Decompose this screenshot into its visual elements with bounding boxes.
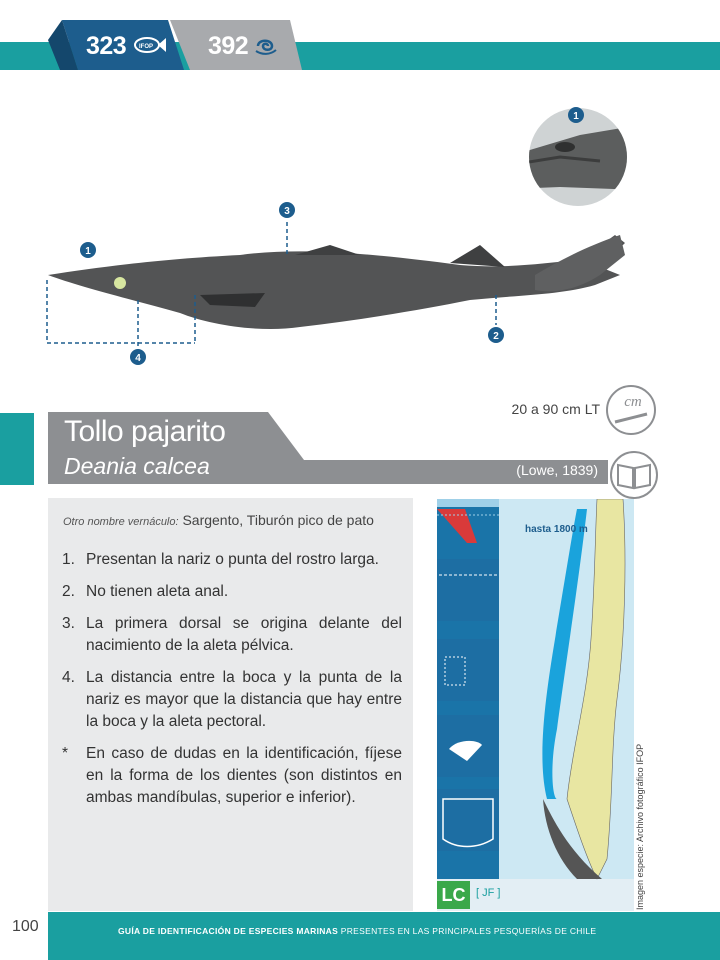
svg-text:2: 2 — [493, 331, 499, 342]
photo-credit: Imagen especie: Archivo fotográfico IFOP — [635, 743, 645, 910]
size-range: 20 a 90 cm LT — [511, 401, 600, 417]
list-item: * En caso de dudas en la identificación, fíjese en la forma de los dientes (son distintos en ambas mandíbulas, superior e inferior). — [62, 745, 402, 806]
depth-label: hasta 1800 m — [525, 524, 588, 535]
spiral-icon — [254, 35, 278, 57]
list-item: 3. La primera dorsal se origina delante del nacimiento de la aleta pélvica. — [62, 615, 402, 654]
species-figure — [40, 95, 680, 385]
ruler-cm-icon — [605, 384, 657, 436]
ifop-fish-icon — [133, 34, 167, 56]
tab-code-323[interactable]: 323 — [86, 32, 127, 60]
tab-code-392[interactable]: 392 — [208, 32, 249, 60]
page-number: 100 — [12, 918, 39, 935]
scientific-name: Deania calcea — [64, 453, 210, 479]
vernacular-value: Sargento, Tiburón pico de pato — [182, 512, 374, 528]
identification-list — [62, 549, 402, 819]
svg-text:1: 1 — [85, 246, 91, 257]
list-item: 2. No tienen aleta anal. — [62, 583, 229, 600]
region-tag: [ JF ] — [476, 887, 501, 899]
footer-title: GUÍA DE IDENTIFICACIÓN DE ESPECIES MARINAS PRESENTES EN LAS PRINCIPALES PESQUERÍAS DE CHILE — [118, 926, 597, 936]
distribution-map — [437, 499, 634, 911]
svg-text:cm: cm — [624, 394, 642, 410]
vernacular-label: Otro nombre vernáculo: — [63, 516, 179, 528]
book-icon — [608, 450, 660, 500]
svg-text:4: 4 — [135, 353, 141, 364]
footer-band — [48, 912, 720, 960]
conservation-status: LC — [437, 881, 470, 909]
list-item: 4. La distancia entre la boca y la punta de la nariz es mayor que la distancia que hay entre la boca y la aleta pectoral. — [62, 669, 402, 730]
svg-text:IFOP: IFOP — [139, 44, 154, 50]
vernacular-names — [63, 512, 408, 528]
common-name: Tollo pajarito — [64, 415, 226, 448]
species-author: (Lowe, 1839) — [516, 462, 598, 478]
list-item: 1. Presentan la nariz o punta del rostro larga. — [62, 551, 379, 568]
svg-text:1: 1 — [573, 111, 579, 122]
teal-side-tab — [0, 413, 34, 485]
svg-text:3: 3 — [284, 206, 290, 217]
